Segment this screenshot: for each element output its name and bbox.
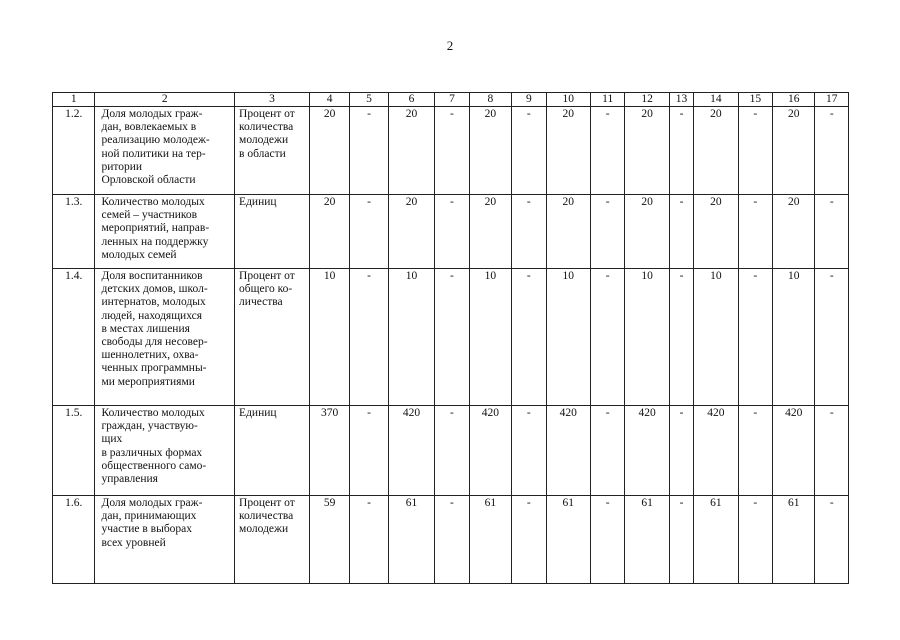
value-cell: - xyxy=(350,107,388,195)
row-code: 1.4. xyxy=(53,269,95,406)
column-header: 11 xyxy=(591,93,625,107)
value-cell: - xyxy=(591,496,625,584)
value-cell: 61 xyxy=(773,496,815,584)
value-cell: - xyxy=(669,269,693,406)
value-cell: 420 xyxy=(546,406,591,496)
value-cell: 61 xyxy=(694,496,739,584)
value-cell: 20 xyxy=(388,107,435,195)
value-cell: - xyxy=(815,269,849,406)
unit-of-measure: Единиц xyxy=(235,406,310,496)
value-cell: - xyxy=(435,195,469,269)
value-cell: 10 xyxy=(309,269,349,406)
value-cell: 10 xyxy=(694,269,739,406)
value-cell: - xyxy=(350,406,388,496)
value-cell: - xyxy=(512,496,546,584)
value-cell: 420 xyxy=(625,406,670,496)
row-code: 1.2. xyxy=(53,107,95,195)
unit-of-measure: Процент от общего ко- личества xyxy=(235,269,310,406)
value-cell: 10 xyxy=(388,269,435,406)
column-header: 15 xyxy=(738,93,772,107)
column-header: 4 xyxy=(309,93,349,107)
value-cell: 20 xyxy=(469,195,511,269)
column-header: 16 xyxy=(773,93,815,107)
value-cell: - xyxy=(512,406,546,496)
value-cell: - xyxy=(591,195,625,269)
table-row xyxy=(53,496,849,584)
value-cell: 61 xyxy=(546,496,591,584)
column-header: 13 xyxy=(669,93,693,107)
indicator-name: Доля молодых граж- дан, принимающих участие в выборах всех уровней xyxy=(95,496,235,584)
value-cell: - xyxy=(350,269,388,406)
column-header: 2 xyxy=(95,93,235,107)
value-cell: 20 xyxy=(546,195,591,269)
value-cell: 10 xyxy=(469,269,511,406)
value-cell: - xyxy=(738,496,772,584)
value-cell: - xyxy=(738,195,772,269)
header-row xyxy=(53,93,849,107)
row-code: 1.3. xyxy=(53,195,95,269)
value-cell: 420 xyxy=(388,406,435,496)
value-cell: - xyxy=(591,107,625,195)
column-header: 12 xyxy=(625,93,670,107)
value-cell: - xyxy=(669,107,693,195)
value-cell: 20 xyxy=(625,195,670,269)
column-header: 9 xyxy=(512,93,546,107)
value-cell: - xyxy=(738,269,772,406)
unit-of-measure: Процент от количества молодежи xyxy=(235,496,310,584)
value-cell: 59 xyxy=(309,496,349,584)
value-cell: 20 xyxy=(309,107,349,195)
value-cell: 20 xyxy=(469,107,511,195)
value-cell: 61 xyxy=(469,496,511,584)
value-cell: - xyxy=(350,496,388,584)
column-header: 6 xyxy=(388,93,435,107)
value-cell: - xyxy=(815,195,849,269)
indicator-name: Доля воспитанников детских домов, школ- интернатов, молодых людей, находящихся в местах лишения свободы для несовер- шеннолетних, охва- ченных программны- ми мероприятиями xyxy=(95,269,235,406)
unit-of-measure: Процент от количества молодежи в области xyxy=(235,107,310,195)
value-cell: - xyxy=(512,195,546,269)
value-cell: - xyxy=(512,107,546,195)
value-cell: 20 xyxy=(773,195,815,269)
value-cell: - xyxy=(591,269,625,406)
value-cell: - xyxy=(738,406,772,496)
value-cell: - xyxy=(669,496,693,584)
value-cell: 10 xyxy=(546,269,591,406)
indicators-table xyxy=(52,92,849,584)
value-cell: 20 xyxy=(546,107,591,195)
column-header: 17 xyxy=(815,93,849,107)
value-cell: - xyxy=(512,269,546,406)
value-cell: 10 xyxy=(773,269,815,406)
value-cell: 10 xyxy=(625,269,670,406)
value-cell: - xyxy=(669,406,693,496)
value-cell: 20 xyxy=(625,107,670,195)
value-cell: 420 xyxy=(469,406,511,496)
unit-of-measure: Единиц xyxy=(235,195,310,269)
value-cell: - xyxy=(815,107,849,195)
value-cell: - xyxy=(591,406,625,496)
table-row xyxy=(53,107,849,195)
value-cell: - xyxy=(435,406,469,496)
indicator-name: Доля молодых граж- дан, вовлекаемых в реализацию молодеж- ной политики на тер- ритории Орловской области xyxy=(95,107,235,195)
column-header: 8 xyxy=(469,93,511,107)
value-cell: 20 xyxy=(694,195,739,269)
value-cell: 61 xyxy=(388,496,435,584)
row-code: 1.6. xyxy=(53,496,95,584)
value-cell: 61 xyxy=(625,496,670,584)
table-row xyxy=(53,269,849,406)
column-header: 5 xyxy=(350,93,388,107)
value-cell: - xyxy=(435,496,469,584)
value-cell: 420 xyxy=(773,406,815,496)
value-cell: 370 xyxy=(309,406,349,496)
indicator-name: Количество молодых семей – участников мероприятий, направ- ленных на поддержку молодых семей xyxy=(95,195,235,269)
value-cell: - xyxy=(435,107,469,195)
page-number: 2 xyxy=(446,38,454,53)
column-header: 1 xyxy=(53,93,95,107)
table-row xyxy=(53,195,849,269)
value-cell: - xyxy=(350,195,388,269)
value-cell: - xyxy=(815,496,849,584)
indicator-name: Количество молодых граждан, участвую- щих в различных формах общественного само- управления xyxy=(95,406,235,496)
value-cell: - xyxy=(815,406,849,496)
row-code: 1.5. xyxy=(53,406,95,496)
value-cell: 20 xyxy=(773,107,815,195)
column-header: 14 xyxy=(694,93,739,107)
value-cell: - xyxy=(738,107,772,195)
value-cell: 420 xyxy=(694,406,739,496)
table-row xyxy=(53,406,849,496)
value-cell: 20 xyxy=(309,195,349,269)
column-header: 7 xyxy=(435,93,469,107)
value-cell: - xyxy=(435,269,469,406)
value-cell: - xyxy=(669,195,693,269)
column-header: 3 xyxy=(235,93,310,107)
column-header: 10 xyxy=(546,93,591,107)
value-cell: 20 xyxy=(388,195,435,269)
value-cell: 20 xyxy=(694,107,739,195)
